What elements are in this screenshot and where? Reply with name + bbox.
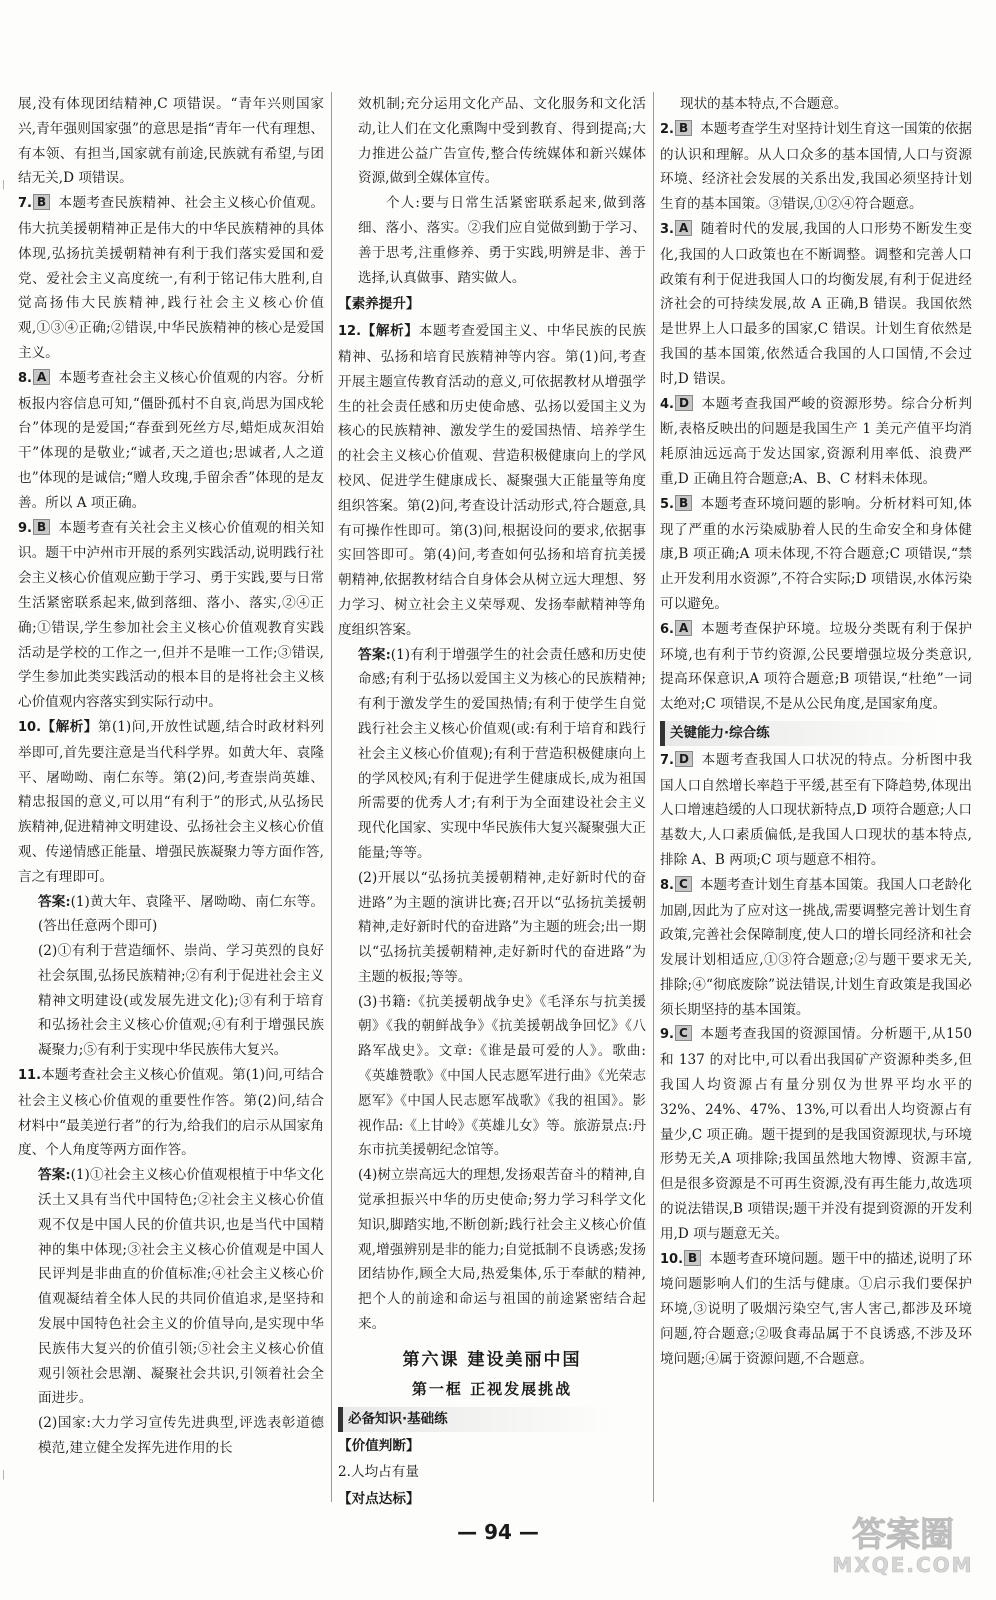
question-text: 本题考查社会主义核心价值观的内容。分析板报内容信息可知,“僵卧孤村不自哀,尚思为国戍轮台”体现的是爱国;“春蚕到死丝方尽,蜡炬成灰泪始干”体现的是敬业;“诚者,天之道也;思诚者,人之道也”体现的是诚信;“赠人玫瑰,手留余香”体现的是友善。所以 A 项正确。 — [18, 369, 324, 511]
answer-tag: 答案: — [358, 646, 391, 663]
question-text: 本题考查环境问题。题干中的描述,说明了环境问题影响人们的生活与健康。①启示我们要保护环境,③说明了吸烟污染空气,害人害己,都涉及环境问题,符合题意;②吸食毒品属于不良诱惑,不涉及环境问题;④属于资源问题,不合题意。 — [660, 1250, 972, 1367]
answer-box: B — [675, 495, 692, 511]
question-number: 9. — [660, 1027, 674, 1043]
question-2 — [660, 117, 972, 217]
section-label-value: 【价值判断】 — [338, 1437, 420, 1454]
question-text: 本题考查计划生育基本国策。我国人口老龄化加剧,因此为了应对这一挑战,需要调整完善计划生育政策,完善社会保障制度,使人口的增长同经济和社会发展计划相适应,①③符合题意;②与题干要求无关,排除;④“彻底废除”说法错误,计划生育政策是我国必须长期坚持的基本国策。 — [660, 876, 972, 1018]
question-text: 随着时代的发展,我国的人口形势不断发生变化,我国的人口政策也在不断调整。调整和完善人口政策有利于促进我国人口的均衡发展,有利于促进经济社会的可持续发展,故 A 正确,B 错误。我国依然是世界上人口最多的国家,C 错误。计划生育依然是我国的基本国策,依然适合我国的人口国情,不会过时,D 错误。 — [660, 220, 972, 387]
answer-box: D — [675, 751, 693, 767]
question-8 — [660, 873, 972, 1023]
answer-text: (2)①有利于营造缅怀、崇尚、学习英烈的良好社会氛围,弘扬民族精神;②有利于促进社会主义精神文明建设(或发展先进文化);③有利于培育和弘扬社会主义核心价值观;④有利于增强民族凝聚力;⑤有利于实现中华民族伟大复兴。 — [38, 943, 324, 1059]
question-12 — [338, 319, 646, 642]
lesson-title: 第六课 建设美丽中国 — [402, 1349, 582, 1370]
answer-box: B — [675, 120, 692, 136]
answer-block — [338, 643, 646, 866]
answer-tag: 答案: — [38, 1167, 71, 1184]
answer-text: (3)书籍:《抗美援朝战争史》《毛泽东与抗美援朝》《我的朝鲜战争》《抗美援朝战争回忆》《八路军战史》。文章:《谁是最可爱的人》。歌曲:《英雄赞歌》《中国人民志愿军进行曲》《光荣志愿军》《中国人民志愿军战歌》《我的祖国》。影视作品:《上甘岭》《英雄儿女》等。旅游景点:丹东市抗美援朝纪念馆等。 — [358, 993, 646, 1159]
question-text: 本题考查爱国主义、中华民族的民族精神、弘扬和培育民族精神等内容。第(1)问,考查开展主题宣传教育活动的意义,可依据教材从增强学生的社会责任感和历史使命感、弘扬以爱国主义为核心的民族精神、激发学生的爱国热情、培养学生的社会主义核心价值观、营造积极健康向上的学风校风、促进学生健康成长、凝聚强大正能量等角度组织答案。第(2)问,考查设计活动形式,符合题意,具有可操作性即可。第(3)问,根据设问的要求,依据事实回答即可。第(4)问,考查如何弘扬和培育抗美援朝精神,依据教材结合自身体会从树立远大理想、努力学习、树立社会主义荣辱观、发扬奉献精神等角度组织答案。 — [338, 323, 646, 638]
question-number: 7. — [660, 752, 674, 768]
question-number: 7. — [18, 196, 32, 212]
question-number: 11. — [18, 1068, 42, 1084]
section-basic: 必备知识·基础练 — [338, 1407, 646, 1432]
question-text: 本题考查学生对坚持计划生育这一国策的依据的认识和理解。从人口众多的基本国情,人口与资源环境、经济社会发展的关系出发,我国必须坚持计划生育的基本国策。③错误,①②④符合题意。 — [660, 120, 972, 213]
margin-mark: | — [2, 180, 6, 190]
answer-text: (4)树立崇高远大的理想,发扬艰苦奋斗的精神,自觉承担振兴中华的历史使命;努力学习科学文化知识,脚踏实地,不断创新;践行社会主义核心价值观,增强辨别是非的能力;自觉抵制不良诱惑;发扬团结协作,顾全大局,热爱集体,乐于奉献的精神,把个人的前途和命运与祖国的前途紧密结合起来。 — [358, 1167, 646, 1333]
question-number: 8. — [660, 877, 674, 893]
question-11 — [18, 1063, 324, 1163]
question-text: 本题考查我国严峻的资源形势。综合分析判断,表格反映出的问题是我国生产 1 美元产值平均消耗原油远远高于发达国家,资源利用率低、浪费严重,D 正确且符合题意;A、B、C 材料未体现。 — [660, 395, 972, 487]
question-number: 8. — [18, 370, 32, 386]
analysis-tag: 【解析】 — [361, 323, 419, 340]
question-text: 本题考查民族精神、社会主义核心价值观。伟大抗美援朝精神正是伟大的中华民族精神的具体体现,弘扬抗美援朝精神有利于我们落实爱国和爱党、爱社会主义高度统一,有利于铭记伟大胜利,自觉高扬伟大民族精神,践行社会主义核心价值观,①③④正确;②错误,中华民族精神的核心是爱国主义。 — [18, 195, 324, 361]
question-5 — [660, 492, 972, 617]
question-4 — [660, 392, 972, 492]
question-9 — [18, 516, 324, 715]
watermark-logo — [828, 1506, 978, 1580]
column-middle — [338, 92, 646, 1512]
question-8 — [18, 366, 324, 516]
column-divider — [331, 92, 332, 1502]
section-key: 关键能力·综合练 — [660, 721, 972, 746]
question-7 — [18, 191, 324, 366]
question-number: 2. — [660, 121, 674, 137]
section-label-point: 【对点达标】 — [338, 1491, 420, 1508]
question-text: 本题考查环境问题的影响。分析材料可知,体现了严重的水污染威胁着人民的生命安全和身体健康,B 项正确;A 项未体现,不符合题意;C 项错误,“禁止开发利用水资源”,不符合实际;D 项错误,水体污染可以避免。 — [660, 495, 972, 612]
question-number: 12. — [338, 324, 362, 340]
paragraph: 现状的基本特点,不合题意。 — [680, 96, 848, 112]
column-left — [18, 92, 324, 1512]
question-number: 5. — [660, 496, 674, 512]
question-number: 10. — [660, 1251, 684, 1267]
watermark-bottom: MXQE.COM — [832, 1553, 974, 1577]
answer-box: C — [675, 876, 692, 892]
answer-tag: 答案: — [38, 893, 71, 910]
frame-title: 第一框 正视发展挑战 — [411, 1379, 573, 1398]
answer-text: (2)国家:大力学习宣传先进典型,评选表彰道德模范,建立健全发挥先进作用的长 — [38, 1415, 324, 1457]
paragraph: 个人:要与日常生活紧密联系起来,做到落细、落小、落实。②我们应自觉做到勤于学习、善于思考,注重修养、勇于实践,明辨是非、善于选择,认真做事、踏实做人。 — [358, 195, 646, 286]
answer-box: A — [675, 620, 692, 636]
page-number: — 94 — — [457, 1520, 539, 1544]
question-9 — [660, 1022, 972, 1246]
question-10 — [18, 715, 324, 890]
answer-text: (1)黄大年、袁隆平、屠呦呦、南仁东等。(答出任意两个即可) — [38, 893, 324, 935]
answer-block — [18, 890, 324, 940]
paragraph: 效机制;充分运用文化产品、文化服务和文化活动,让人们在文化熏陶中受到教育、得到提高;大力推进公益广告宣传,整合传统媒体和新兴媒体资源,做到全媒体宣传。 — [358, 96, 646, 187]
question-text: 本题考查我国的资源国情。分析题干,从150 和 137 的对比中,可以看出我国矿产资源种类多,但我国人均资源占有量分别仅为世界平均水平的 32%、24%、47%、13%,可以看出人均资源占有量少,C 项正确。题干提到的是我国资源现状,与环境形势无关,A 项排除;我国虽然地大物博、资源丰富,但是很多资源是不可再生资源,没有再生能力,故选项的说法错误,B 项错误;题干并没有提到资源的开发利用,D 项与题意无关。 — [660, 1026, 972, 1242]
column-right — [660, 92, 972, 1512]
column-divider — [653, 92, 654, 1502]
section-label-suyang: 【素养提升】 — [338, 296, 420, 313]
answer-box: B — [684, 1250, 701, 1266]
question-text: 本题考查保护环境。垃圾分类既有利于保护环境,也有利于节约资源,公民要增强垃圾分类意识,提高环保意识,A 项符合题意;B 项错误,“杜绝”一词太绝对;C 项错误,不是从公民角度,是国家角度。 — [660, 620, 972, 713]
question-number: 9. — [18, 520, 32, 536]
question-6 — [660, 617, 972, 717]
question-7 — [660, 748, 972, 873]
answer-block — [18, 1163, 324, 1411]
answer-text: (1)有利于增强学生的社会责任感和历史使命感;有利于弘扬以爱国主义为核心的民族精神;有利于激发学生的爱国热情;有利于使学生自觉践行社会主义核心价值观(或:有利于培育和践行社会主义核心价值观);有利于营造积极健康向上的学风校风;有利于促进学生健康成长,成为祖国所需要的优秀人才;有利于为全面建设社会主义现代化国家、实现中华民族伟大复兴凝聚强大正能量;等等。 — [358, 646, 646, 861]
watermark-top: 答案圈 — [852, 1515, 954, 1555]
question-text: 本题考查我国人口状况的特点。分析图中我国人口自然增长率趋于平缓,甚至有下降趋势,体现出人口增速趋缓的人口现状新特点,D 项符合题意;人口基数大,人口素质偏低,是我国人口现状的基本特点,排除 A、B 两项;C 项与题意不相符。 — [660, 751, 972, 868]
question-number: 3. — [660, 221, 674, 237]
question-10 — [660, 1247, 972, 1372]
question-text: 本题考查社会主义核心价值观。第(1)问,可结合社会主义核心价值观的重要性作答。第(2)问,结合材料中“最美逆行者”的行为,给我们的启示从国家角度、个人角度等两方面作答。 — [18, 1067, 324, 1159]
margin-mark: | — [2, 1470, 6, 1480]
analysis-tag: 【解析】 — [41, 718, 98, 735]
question-number: 10. — [18, 719, 42, 735]
question-number: 6. — [660, 621, 674, 637]
question-3 — [660, 217, 972, 392]
question-text: 第(1)问,开放性试题,结合时政材料列举即可,首先要注意是当代科学界。如黄大年、袁隆平、屠呦呦、南仁东等。第(2)问,考查崇尚英雄、精忠报国的意义,可以用“有利于”的形式,从弘扬民族精神,促进精神文明建设、弘扬社会主义核心价值观、传递情感正能量、增强民族凝聚力等方面作答,言之有理即可。 — [18, 718, 324, 885]
answer-box: A — [33, 369, 50, 385]
answer-box: B — [33, 519, 50, 535]
answer-box: C — [675, 1025, 692, 1041]
paragraph: 展,没有体现团结精神,C 项错误。“青年兴则国家兴,青年强则国家强”的意思是指“青年一代有理想、有本领、有担当,国家就有前途,民族就有希望,与团结无关,D 项错误。 — [18, 96, 324, 187]
answer-box: B — [33, 194, 50, 210]
answer-box: A — [675, 220, 692, 236]
question-number: 4. — [660, 396, 674, 412]
value-item: 2.人均占有量 — [338, 1464, 419, 1481]
answer-box: D — [675, 395, 693, 411]
answer-text: (1)①社会主义核心价值观根植于中华文化沃土又具有当代中国特色;②社会主义核心价值观不仅是中国人民的价值共识,也是当代中国精神的集中体现;③社会主义核心价值观是中国人民评判是非曲直的价值标准;④社会主义核心价值观凝结着全体人民的共同价值追求,是坚持和发展中国特色社会主义的价值导向,是实现中华民族伟大复兴的价值引领;⑤社会主义核心价值观引领社会思潮、凝聚社会共识,引领着社会全面进步。 — [38, 1167, 324, 1407]
answer-text: (2)开展以“弘扬抗美援朝精神,走好新时代的奋进路”为主题的演讲比赛;召开以“弘扬抗美援朝精神,走好新时代的奋进路”为主题的班会;出一期以“弘扬抗美援朝精神,走好新时代的奋进路”为主题的板报;等等。 — [358, 869, 646, 985]
question-text: 本题考查有关社会主义核心价值观的相关知识。题干中泸州市开展的系列实践活动,说明践行社会主义核心价值观应勤于学习、勇于实践,要与日常生活紧密联系起来,做到落细、落小、落实,②④正确;①错误,学生参加社会主义核心价值观教育实践活动是学校的工作之一,但并不是唯一工作;③错误,学生参加此类实践活动的根本目的是将社会主义核心价值观内容落实到实际行动中。 — [18, 519, 324, 711]
